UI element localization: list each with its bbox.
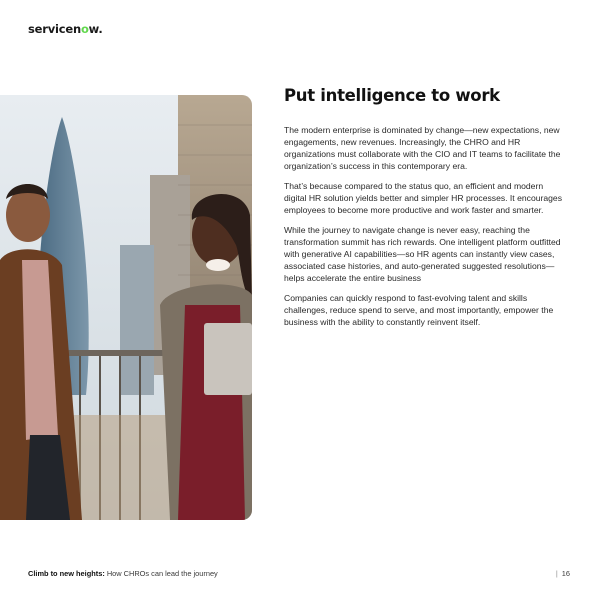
paragraph-2: That’s because compared to the status quo, an efficient and modern digital HR solution yields better and simpler HR processes. It encourages employees to become more productive and work faster and smarter. (284, 181, 562, 215)
logo-o-mark: o (80, 22, 89, 36)
hero-photo (0, 95, 252, 520)
paragraph-3: While the journey to navigate change is never easy, reaching the transformation summit has rich rewards. One intelligent platform outfitted with generative AI capabilities—so HR agents can instantly view cases, associated case histories, and auto-generated suggested resolutions—helps accelerate the entire business (284, 225, 561, 283)
article-body (284, 124, 566, 336)
footer-title-rest: How CHROs can lead the journey (104, 569, 218, 578)
section-heading: Put intelligence to work (284, 86, 500, 105)
servicenow-logo (28, 22, 103, 36)
paragraph-4: Companies can quickly respond to fast-evolving talent and skills challenges, reduce spend to serve, and most importantly, empower the business with the ability to constantly reinvent itself. (284, 293, 554, 327)
footer-title-bold: Climb to new heights: (28, 569, 105, 578)
page-number (556, 569, 570, 578)
page-number-value: 16 (561, 569, 570, 578)
footer-title (28, 569, 218, 578)
page-separator: | (555, 569, 558, 578)
paragraph-1: The modern enterprise is dominated by change—new expectations, new engagements, new revenues. Increasingly, the CHRO and HR organizations must collaborate with the CIO and IT teams to facilitate the organization’s success in this contemporary era. (284, 125, 561, 171)
logo-text-suffix: w. (88, 22, 103, 36)
logo-text-prefix: servicen (28, 22, 81, 36)
